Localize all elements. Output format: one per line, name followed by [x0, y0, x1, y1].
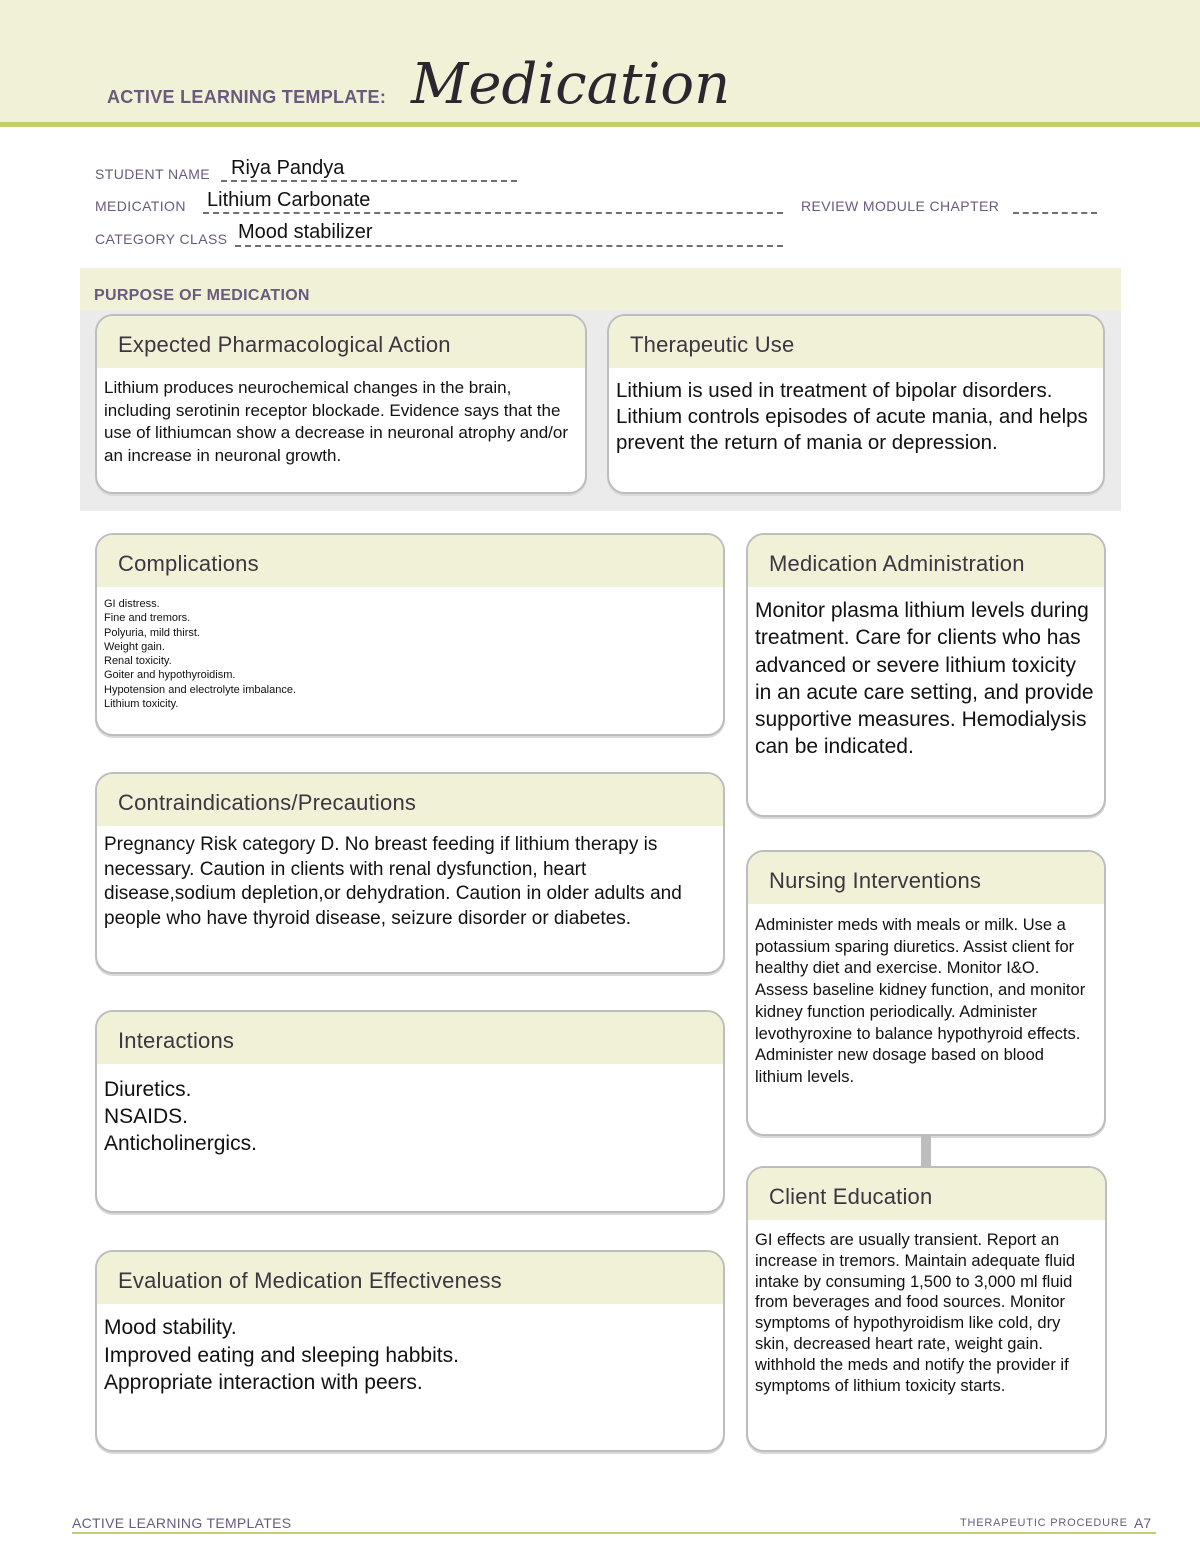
- therapeutic-use-title: Therapeutic Use: [609, 316, 1103, 368]
- complications-card: [95, 533, 725, 736]
- expected-action-card: [95, 314, 587, 494]
- evaluation-list[interactable]: [97, 1304, 723, 1397]
- therapeutic-use-card: [607, 314, 1105, 494]
- medication-administration-text[interactable]: Monitor plasma lithium levels during treatment. Care for clients who has advanced or severe lithium toxicity in an acute care setting, and provide supportive measures. Hemodialysis can be indicated.: [755, 599, 1094, 759]
- interaction-item: Diuretics.: [104, 1078, 192, 1101]
- complication-item: Fine and tremors.: [104, 612, 191, 625]
- complication-item: Renal toxicity.: [104, 655, 172, 668]
- header-divider: [0, 122, 1200, 127]
- contraindications-title: Contraindications/Precautions: [97, 774, 723, 826]
- therapeutic-use-text[interactable]: Lithium is used in treatment of bipolar disorders. Lithium controls episodes of acute mania, and helps prevent the return of mania or depression.: [616, 379, 1088, 454]
- nursing-interventions-text[interactable]: Administer meds with meals or milk. Use a potassium sparing diuretics. Assist client for healthy diet and exercise. Monitor I&O. Assess baseline kidney function, and monitor kidney function periodically. Administer levothyroxine to balance hypothyroid effects. Administer new dosage based on blood lithium levels.: [755, 916, 1086, 1086]
- student-name-line: [221, 180, 517, 182]
- page-title: Medication: [411, 52, 731, 117]
- client-education-text[interactable]: GI effects are usually transient. Report an increase in tremors. Maintain adequate fluid intake by consuming 1,500 to 3,000 ml fluid from beverages and food sources. Monitor symptoms of hypothyroidism like cold, dry skin, decreased heart rate, weight gain. withhold the meds and notify the provider if symptoms of lithium toxicity starts.: [755, 1231, 1076, 1395]
- complication-item: Weight gain.: [104, 640, 165, 653]
- nursing-interventions-card: [746, 850, 1106, 1136]
- client-education-title: Client Education: [748, 1168, 1105, 1220]
- complication-item: Lithium toxicity.: [104, 698, 179, 711]
- category-class-line: [235, 245, 783, 247]
- client-education-card: [746, 1166, 1107, 1452]
- medication-administration-card: [746, 533, 1106, 817]
- purpose-label: PURPOSE OF MEDICATION: [94, 287, 310, 304]
- complication-item: Polyuria, mild thirst.: [104, 626, 200, 639]
- connector: [921, 1136, 931, 1166]
- footer-page-number: A7: [1134, 1515, 1152, 1531]
- medication-field[interactable]: Lithium Carbonate: [207, 189, 371, 211]
- complication-item: Goiter and hypothyroidism.: [104, 669, 236, 682]
- medication-label: MEDICATION: [95, 198, 186, 214]
- template-label: ACTIVE LEARNING TEMPLATE:: [107, 87, 387, 107]
- interaction-item: NSAIDS.: [104, 1105, 189, 1128]
- footer-divider: [72, 1532, 1156, 1534]
- contraindications-text[interactable]: Pregnancy Risk category D. No breast feeding if lithium therapy is necessary. Caution in clients with renal dysfunction, heart disease,sodium depletion,or dehydration. Caution in older adults and people who have thyroid disease, seizure disorder or diabetes.: [104, 834, 682, 929]
- category-class-field[interactable]: Mood stabilizer: [238, 221, 373, 243]
- interactions-title: Interactions: [97, 1012, 723, 1064]
- evaluation-item: Mood stability.: [104, 1316, 237, 1339]
- footer-right: THERAPEUTIC PROCEDURE: [960, 1517, 1128, 1529]
- contraindications-card: [95, 772, 725, 974]
- complication-item: Hypotension and electrolyte imbalance.: [104, 683, 297, 696]
- complication-item: GI distress.: [104, 598, 160, 610]
- evaluation-item: Improved eating and sleeping habbits.: [104, 1343, 459, 1367]
- student-name-field[interactable]: Riya Pandya: [231, 157, 345, 179]
- category-class-label: CATEGORY CLASS: [95, 231, 228, 247]
- review-module-line: [1013, 212, 1097, 214]
- review-module-label: REVIEW MODULE CHAPTER: [801, 198, 1000, 214]
- evaluation-title: Evaluation of Medication Effectiveness: [97, 1252, 723, 1304]
- medication-line: [203, 212, 783, 214]
- footer-left: ACTIVE LEARNING TEMPLATES: [72, 1515, 292, 1531]
- interactions-card: [95, 1010, 725, 1213]
- complications-title: Complications: [97, 535, 723, 587]
- expected-action-text[interactable]: Lithium produces neurochemical changes in the brain, including serotinin receptor blockade. Evidence says that the use of lithiumcan show a decrease in neuronal atrophy and/or an increase in neuronal growth.: [104, 378, 569, 465]
- interactions-list[interactable]: [97, 1064, 723, 1157]
- nursing-interventions-title: Nursing Interventions: [748, 852, 1104, 904]
- student-name-label: STUDENT NAME: [95, 166, 210, 182]
- expected-action-title: Expected Pharmacological Action: [97, 316, 585, 368]
- complications-list[interactable]: [97, 587, 723, 711]
- interaction-item: Anticholinergics.: [104, 1132, 257, 1155]
- evaluation-card: [95, 1250, 725, 1452]
- evaluation-item: Appropriate interaction with peers.: [104, 1371, 423, 1394]
- medication-administration-title: Medication Administration: [748, 535, 1104, 587]
